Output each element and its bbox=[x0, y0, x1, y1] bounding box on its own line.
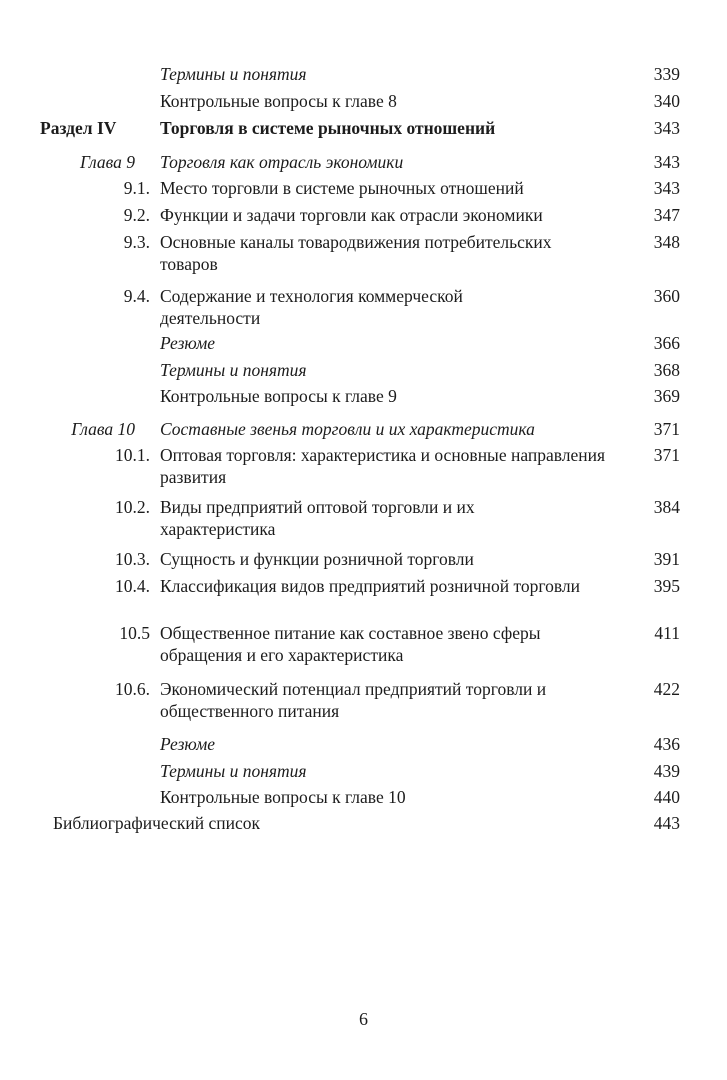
toc-entry-title: Виды предприятий оптовой торговли и их характеристика bbox=[160, 497, 475, 539]
toc-entry-page: 371 bbox=[653, 419, 680, 439]
toc-entry-page: 368 bbox=[653, 360, 680, 380]
toc-entry-title: Термины и понятия bbox=[160, 761, 307, 781]
toc-entry-page: 343 bbox=[653, 152, 680, 172]
toc-entry-page: 348 bbox=[653, 232, 680, 252]
toc-entry-title: Библиографический список bbox=[53, 813, 261, 833]
toc-entry-number: Глава 10 bbox=[71, 419, 135, 439]
toc-entry-title: Оптовая торговля: характеристика и основные направления развития bbox=[160, 445, 606, 487]
toc-entry-page: 360 bbox=[653, 286, 680, 306]
toc-entry-number: 10.5 bbox=[119, 623, 150, 643]
toc-entry-page: 343 bbox=[653, 118, 680, 138]
toc-entry-title: Функции и задачи торговли как отрасли экономики bbox=[160, 205, 543, 225]
toc-entry-page: 422 bbox=[653, 679, 680, 699]
toc-entry-number: 10.4. bbox=[115, 576, 150, 596]
toc-entry-title: Классификация видов предприятий розничной торговли bbox=[160, 576, 581, 596]
toc-entry-number: Раздел IV bbox=[40, 118, 117, 138]
toc-entry-title: Резюме bbox=[160, 734, 216, 754]
toc-entry-page: 436 bbox=[653, 734, 680, 754]
toc-entry-number: 10.3. bbox=[115, 549, 150, 569]
toc-entry-title: Сущность и функции розничной торговли bbox=[160, 549, 474, 569]
toc-entry-title: Основные каналы товародвижения потребительских товаров bbox=[160, 232, 552, 274]
toc-entry-title: Торговля в системе рыночных отношений bbox=[160, 118, 496, 138]
toc-entry-page: 366 bbox=[653, 333, 680, 353]
toc-entry-page: 411 bbox=[654, 623, 680, 643]
toc-entry-page: 439 bbox=[653, 761, 680, 781]
toc-entry-title: Контрольные вопросы к главе 10 bbox=[160, 787, 406, 807]
toc-entry-number: 9.4. bbox=[123, 286, 150, 306]
toc-entry-title: Контрольные вопросы к главе 8 bbox=[160, 91, 397, 111]
toc-entry-page: 391 bbox=[653, 549, 680, 569]
toc-entry-page: 371 bbox=[653, 445, 680, 465]
toc-entry-page: 347 bbox=[653, 205, 680, 225]
toc-entry-title: Общественное питание как составное звено сферы обращения и его характеристика bbox=[160, 623, 541, 665]
toc-entry-page: 369 bbox=[653, 386, 680, 406]
toc-entry-title: Термины и понятия bbox=[160, 64, 307, 84]
toc-entry-title: Резюме bbox=[160, 333, 216, 353]
toc-entry-page: 384 bbox=[653, 497, 680, 517]
toc-entry-number: 10.6. bbox=[115, 679, 150, 699]
toc-entry-page: 395 bbox=[653, 576, 680, 596]
toc-entry-page: 343 bbox=[653, 178, 680, 198]
toc-entry-page: 339 bbox=[653, 64, 680, 84]
toc-entry-number: 9.1. bbox=[123, 178, 150, 198]
toc-entry-number: 9.3. bbox=[123, 232, 150, 252]
toc-entry-number: 10.2. bbox=[115, 497, 150, 517]
toc-entry-title: Составные звенья торговли и их характеристика bbox=[160, 419, 535, 439]
toc-entry-number: Глава 9 bbox=[80, 152, 135, 172]
toc-entry-page: 443 bbox=[653, 813, 680, 833]
page-number: 6 bbox=[359, 1009, 368, 1029]
toc-entry-number: 10.1. bbox=[115, 445, 150, 465]
toc-entry-title: Содержание и технология коммерческой деятельности bbox=[160, 286, 463, 328]
toc-entry-title: Торговля как отрасль экономики bbox=[160, 152, 404, 172]
toc-entry-number: 9.2. bbox=[123, 205, 150, 225]
toc-entry-title: Место торговли в системе рыночных отношений bbox=[160, 178, 524, 198]
toc-entry-page: 440 bbox=[653, 787, 680, 807]
toc-entry-page: 340 bbox=[653, 91, 680, 111]
toc-entry-title: Термины и понятия bbox=[160, 360, 307, 380]
toc-entry-title: Контрольные вопросы к главе 9 bbox=[160, 386, 397, 406]
toc-entry-title: Экономический потенциал предприятий торговли и общественного питания bbox=[160, 679, 547, 721]
